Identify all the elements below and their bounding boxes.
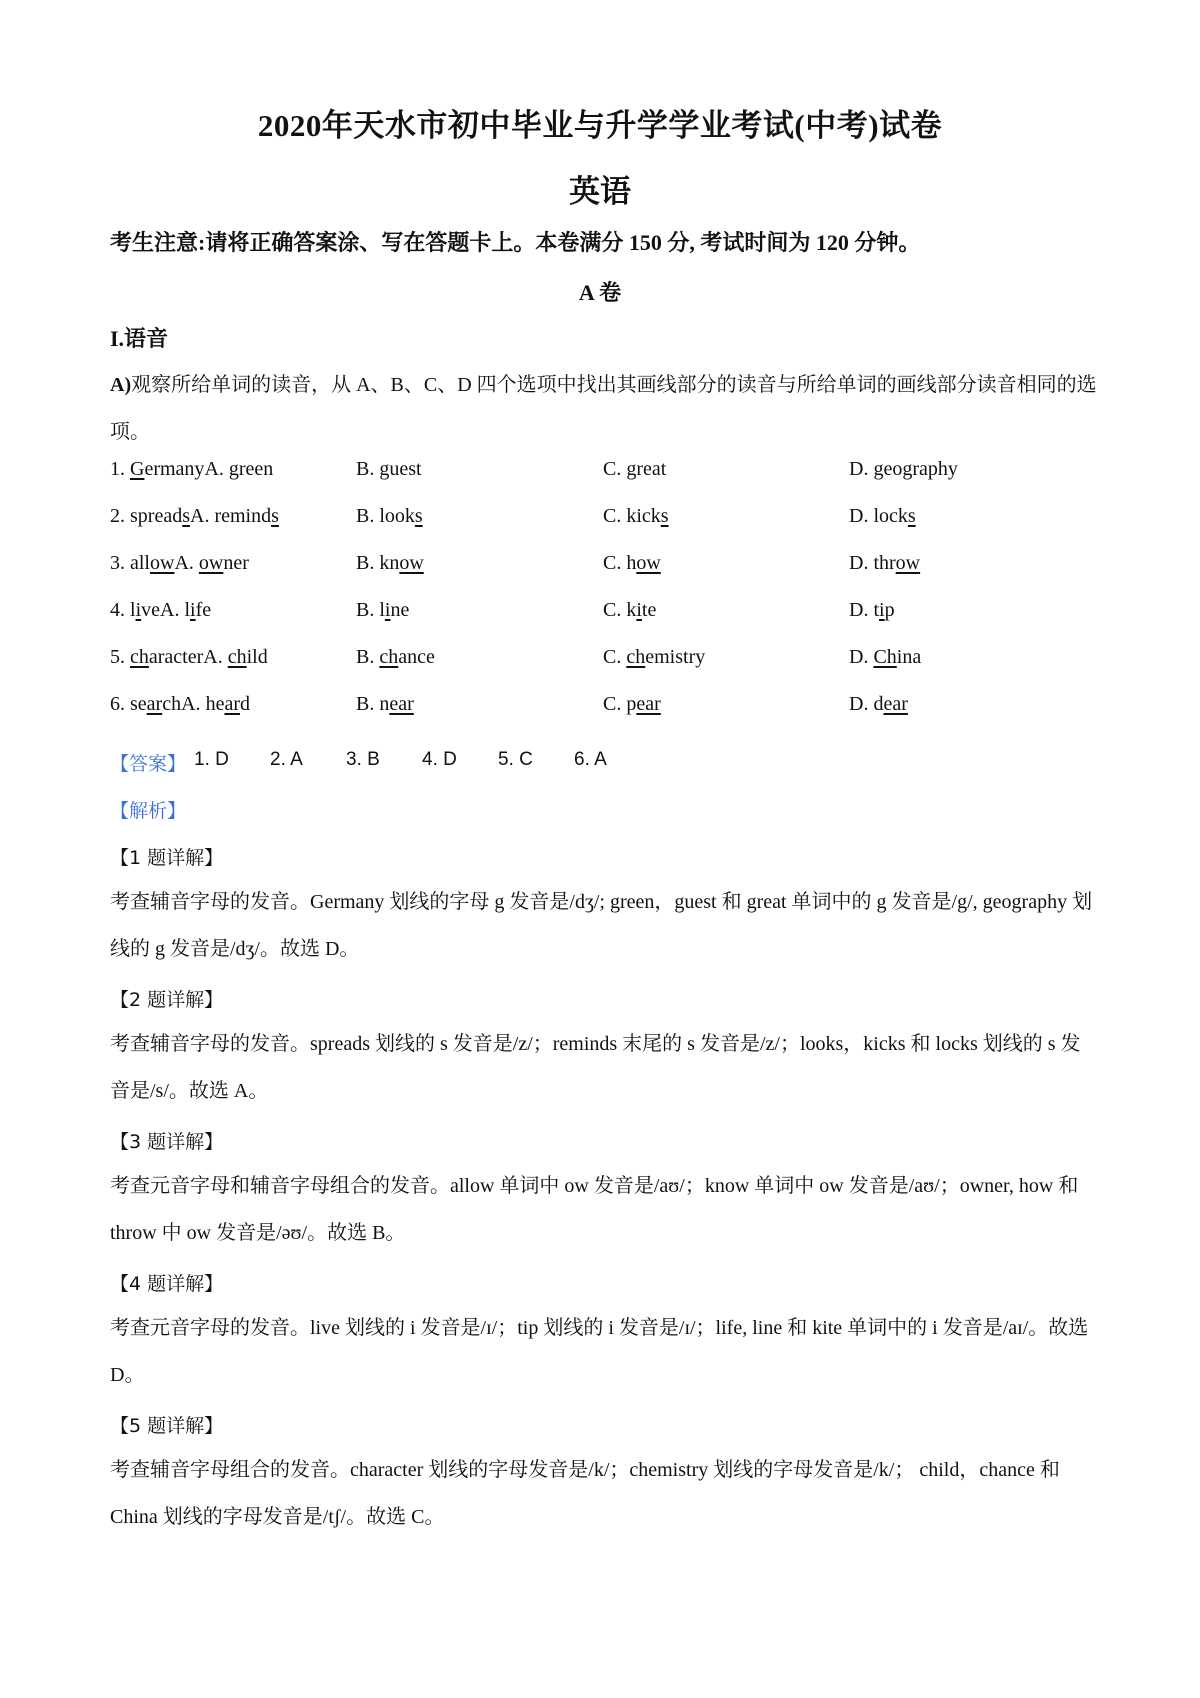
word-underlined: ar bbox=[146, 693, 163, 715]
word-underlined: i bbox=[135, 599, 142, 621]
option-a-part: ner bbox=[223, 552, 249, 574]
option-part: h bbox=[626, 552, 637, 574]
word-underlined: ow bbox=[150, 552, 175, 574]
option-part: look bbox=[379, 505, 415, 527]
option-underlined: i bbox=[879, 599, 885, 621]
option-part: p bbox=[884, 599, 895, 621]
option-a-part: d bbox=[240, 693, 250, 715]
exam-title: 2020年天水市初中毕业与升学学业考试(中考)试卷 bbox=[257, 108, 943, 143]
word-part: ve bbox=[141, 599, 161, 621]
word-part: ermany bbox=[144, 458, 205, 480]
option-c bbox=[603, 458, 666, 481]
option-a-underlined: ch bbox=[227, 646, 247, 668]
option-b bbox=[356, 552, 424, 575]
option-a-part: remind bbox=[214, 505, 272, 527]
option-d bbox=[849, 599, 895, 622]
option-label: B. bbox=[356, 505, 380, 527]
question-row bbox=[0, 693, 1200, 740]
word-part: all bbox=[130, 552, 150, 574]
word-underlined: s bbox=[182, 505, 190, 527]
option-label: D. bbox=[849, 693, 874, 715]
option-a-part: fe bbox=[195, 599, 212, 621]
option-d bbox=[849, 552, 920, 575]
question-stem bbox=[110, 505, 279, 528]
detail-heading-1: 【1 题详解】 bbox=[110, 847, 224, 869]
option-underlined: ch bbox=[379, 646, 399, 668]
option-part: l bbox=[379, 599, 385, 621]
option-label: D. bbox=[849, 505, 874, 527]
option-part: te bbox=[641, 599, 657, 621]
option-c bbox=[603, 693, 661, 716]
option-part: eography bbox=[883, 458, 958, 480]
option-part: ne bbox=[390, 599, 410, 621]
option-part: emistry bbox=[645, 646, 706, 668]
option-d bbox=[849, 693, 908, 716]
option-label: C. bbox=[603, 505, 627, 527]
question-number: 5. bbox=[110, 646, 130, 668]
analysis-tag: 【解析】 bbox=[110, 800, 187, 822]
option-label: D. bbox=[849, 646, 874, 668]
option-underlined: g bbox=[626, 458, 637, 480]
option-part: t bbox=[873, 599, 880, 621]
word-part: se bbox=[130, 693, 147, 715]
option-a-label: A. bbox=[190, 505, 215, 527]
option-label: C. bbox=[603, 693, 627, 715]
option-a-underlined: ow bbox=[198, 552, 224, 574]
option-d bbox=[849, 458, 958, 481]
detail-heading-2: 【2 题详解】 bbox=[110, 989, 224, 1011]
answer-item: 4. D bbox=[422, 749, 457, 770]
option-underlined: g bbox=[379, 458, 390, 480]
answer-line bbox=[110, 749, 1110, 781]
option-label: C. bbox=[603, 646, 627, 668]
option-a-underlined: i bbox=[190, 599, 196, 621]
question-row bbox=[0, 458, 1200, 505]
option-label: D. bbox=[849, 552, 874, 574]
option-underlined: s bbox=[414, 505, 423, 527]
option-part: lock bbox=[873, 505, 908, 527]
option-part: uest bbox=[389, 458, 422, 480]
question-number: 6. bbox=[110, 693, 130, 715]
option-underlined: s bbox=[907, 505, 916, 527]
option-c bbox=[603, 552, 661, 575]
option-b bbox=[356, 693, 414, 716]
detail-text-4: 考查元音字母的发音。live 划线的 i 发音是/ɪ/；tip 划线的 i 发音是/ɪ/；life, line 和 kite 单词中的 i 发音是/aɪ/。故选 D。 bbox=[110, 1317, 1089, 1386]
option-part: kn bbox=[379, 552, 400, 574]
option-underlined: ear bbox=[883, 693, 908, 715]
option-c bbox=[603, 505, 669, 528]
option-part: kick bbox=[626, 505, 661, 527]
word-part: aracter bbox=[148, 646, 204, 668]
option-label: C. bbox=[603, 458, 627, 480]
option-label: B. bbox=[356, 693, 380, 715]
option-underlined: i bbox=[384, 599, 391, 621]
detail-text-5: 考查辅音字母组合的发音。character 划线的字母发音是/k/；chemistry 划线的字母发音是/k/； child，chance 和 China 划线的字母发音是/tʃ/。故选 C。 bbox=[110, 1459, 1060, 1528]
option-a-label: A. bbox=[204, 458, 229, 480]
section-title: I.语音 bbox=[110, 326, 169, 351]
question-number: 1. bbox=[110, 458, 130, 480]
instruction-label: A) bbox=[110, 374, 132, 396]
option-a-label: A. bbox=[203, 646, 228, 668]
word-part: ch bbox=[162, 693, 182, 715]
option-a-underlined: g bbox=[228, 458, 239, 480]
option-underlined: ow bbox=[895, 552, 921, 574]
option-label: B. bbox=[356, 552, 380, 574]
answer-item: 2. A bbox=[270, 749, 303, 770]
question-row bbox=[0, 505, 1200, 552]
paper-section-label: A 卷 bbox=[578, 280, 622, 305]
detail-heading-5: 【5 题详解】 bbox=[110, 1415, 224, 1437]
answer-item: 6. A bbox=[574, 749, 607, 770]
detail-text-1: 考查辅音字母的发音。Germany 划线的字母 g 发音是/dʒ/; green，guest 和 great 单词中的 g 发音是/g/, geography 划线的 g 发音是/dʒ/。故选 D。 bbox=[110, 891, 1093, 960]
answer-item: 3. B bbox=[346, 749, 380, 770]
option-b bbox=[356, 646, 435, 669]
subject-title: 英语 bbox=[569, 174, 631, 209]
detail-text-3: 考查元音字母和辅音字母组合的发音。allow 单词中 ow 发音是/aʊ/；know 单词中 ow 发音是/aʊ/；owner, how 和 throw 中 ow 发音是/əʊ/。故选 B。 bbox=[110, 1175, 1079, 1244]
exam-notice: 考生注意:请将正确答案涂、写在答题卡上。本卷满分 150 分, 考试时间为 120 分钟。 bbox=[110, 230, 921, 255]
question-row bbox=[0, 599, 1200, 646]
option-b bbox=[356, 599, 409, 622]
detail-text-2: 考查辅音字母的发音。spreads 划线的 s 发音是/z/；reminds 末尾的 s 发音是/z/；looks，kicks 和 locks 划线的 s 发音是/s/。故选 A。 bbox=[110, 1033, 1081, 1102]
option-label: B. bbox=[356, 599, 380, 621]
instruction-text: 观察所给单词的读音，从 A、B、C、D 四个选项中找出其画线部分的读音与所给单词的画线部分读音相同的选项。 bbox=[110, 374, 1097, 443]
option-b bbox=[356, 458, 422, 481]
option-underlined: ear bbox=[389, 693, 414, 715]
option-d bbox=[849, 646, 921, 669]
option-label: B. bbox=[356, 458, 380, 480]
question-number: 3. bbox=[110, 552, 130, 574]
option-underlined: g bbox=[873, 458, 884, 480]
answer-item: 1. D bbox=[194, 749, 229, 770]
answer-item: 5. C bbox=[498, 749, 533, 770]
option-label: B. bbox=[356, 646, 380, 668]
option-a-part: reen bbox=[238, 458, 274, 480]
option-b bbox=[356, 505, 423, 528]
question-stem bbox=[110, 693, 250, 716]
option-underlined: ow bbox=[399, 552, 424, 574]
option-underlined: i bbox=[636, 599, 642, 621]
option-a-underlined: ar bbox=[224, 693, 240, 715]
word-part: l bbox=[130, 599, 136, 621]
option-underlined: Ch bbox=[873, 646, 897, 668]
option-part: d bbox=[873, 693, 884, 715]
question-stem bbox=[110, 646, 268, 669]
option-label: C. bbox=[603, 599, 627, 621]
option-a-part: ild bbox=[246, 646, 268, 668]
option-underlined: s bbox=[660, 505, 669, 527]
question-stem bbox=[110, 599, 211, 622]
option-d bbox=[849, 505, 916, 528]
option-part: reat bbox=[636, 458, 667, 480]
option-a-label: A. bbox=[174, 552, 199, 574]
option-label: D. bbox=[849, 599, 874, 621]
option-part: p bbox=[626, 693, 637, 715]
option-c bbox=[603, 646, 705, 669]
word-part: spread bbox=[130, 505, 183, 527]
option-underlined: ear bbox=[636, 693, 661, 715]
option-underlined: ow bbox=[636, 552, 661, 574]
option-part: n bbox=[379, 693, 390, 715]
word-underlined: ch bbox=[130, 646, 149, 668]
option-underlined: ch bbox=[626, 646, 646, 668]
option-a-part: l bbox=[184, 599, 191, 621]
question-number: 4. bbox=[110, 599, 130, 621]
question-row bbox=[0, 552, 1200, 599]
option-part: ina bbox=[896, 646, 922, 668]
detail-heading-3: 【3 题详解】 bbox=[110, 1131, 224, 1153]
option-part: thr bbox=[873, 552, 896, 574]
section-instruction bbox=[110, 362, 1100, 456]
detail-heading-4: 【4 题详解】 bbox=[110, 1273, 224, 1295]
question-row bbox=[0, 646, 1200, 693]
option-a-underlined: s bbox=[271, 505, 279, 527]
option-part: k bbox=[626, 599, 637, 621]
question-number: 2. bbox=[110, 505, 130, 527]
option-label: C. bbox=[603, 552, 627, 574]
question-stem bbox=[110, 552, 249, 575]
option-label: D. bbox=[849, 458, 874, 480]
word-underlined: G bbox=[130, 458, 145, 480]
answer-tag: 【答案】 bbox=[110, 753, 187, 775]
option-a-part: he bbox=[205, 693, 225, 715]
option-a-label: A. bbox=[181, 693, 206, 715]
question-stem bbox=[110, 458, 273, 481]
option-part: ance bbox=[398, 646, 435, 668]
option-c bbox=[603, 599, 656, 622]
option-a-label: A. bbox=[160, 599, 185, 621]
